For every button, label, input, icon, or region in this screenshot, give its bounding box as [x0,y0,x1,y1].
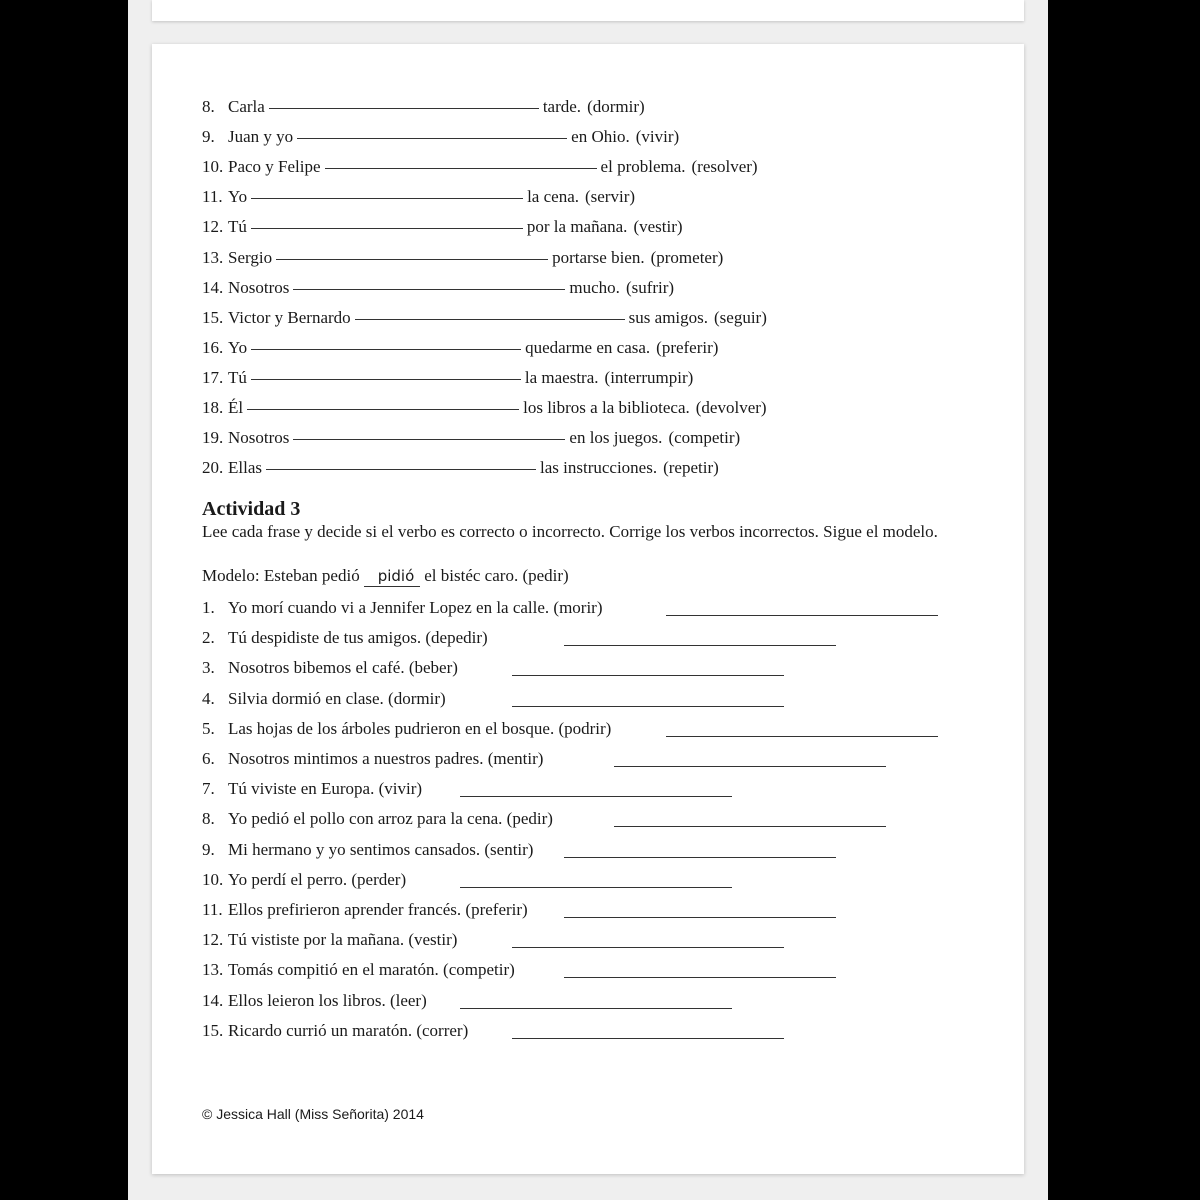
correction-item [202,840,533,860]
previous-page[interactable] [152,0,1024,21]
model-line [202,566,569,587]
correction-blank[interactable] [614,826,886,827]
correction-item [202,628,488,648]
answer-blank[interactable] [266,468,536,470]
item-subject: Tú [228,217,247,237]
correction-blank[interactable] [512,947,784,948]
item-subject: Juan y yo [228,127,294,147]
item-sentence: Yo morí cuando vi a Jennifer Lopez en la calle. (morir) [228,598,603,617]
answer-blank[interactable] [297,137,567,139]
correction-blank[interactable] [564,645,836,646]
answer-blank[interactable] [325,167,597,169]
item-number: 4. [202,688,215,708]
correction-blank[interactable] [460,796,732,797]
item-sentence: Las hojas de los árboles pudrieron en el bosque. (podrir) [228,718,612,738]
item-number: 13. [202,247,224,267]
item-number: 12. [202,217,224,237]
item-subject: Sergio [228,247,273,267]
left-letterbox [0,0,128,1200]
item-rest: portarse bien. [552,247,645,267]
correction-blank[interactable] [614,766,886,767]
fill-in-item [202,157,758,177]
fill-in-item [202,398,767,418]
item-number: 14. [202,277,224,297]
correction-blank[interactable] [512,675,784,676]
item-number: 19. [202,428,224,448]
item-rest: el problema. [600,157,686,177]
correction-blank[interactable] [564,917,836,918]
correction-item [202,598,603,618]
correction-item [202,809,553,829]
answer-blank[interactable] [251,197,523,199]
item-rest: quedarme en casa. [525,337,651,357]
item-verb-hint: (sufrir) [625,277,675,297]
item-number: 6. [202,749,215,768]
item-rest: por la mañana. [526,217,628,237]
item-verb-hint: (servir) [584,187,636,207]
correction-item [202,991,427,1011]
item-subject: Victor y Bernardo [228,307,351,327]
correction-item [202,1021,468,1041]
item-sentence: Ricardo currió un maratón. (correr) [228,1020,469,1040]
item-verb-hint: (dormir) [587,97,645,116]
item-number: 8. [202,809,215,829]
model-prefix: Modelo: Esteban pedió [202,566,360,585]
answer-blank[interactable] [276,258,548,260]
answer-blank[interactable] [355,318,625,320]
section-instructions: Lee cada frase y decide si el verbo es correcto o incorrecto. Corrige los verbos incorrectos. Sigue el modelo. [202,522,938,541]
fill-in-item [202,278,674,298]
item-subject: Él [228,398,244,417]
item-verb-hint: (prometer) [650,247,724,267]
item-sentence: Ellos prefirieron aprender francés. (preferir) [228,900,528,919]
item-sentence: Tomás compitió en el maratón. (competir) [228,960,515,980]
fill-in-item [202,458,719,478]
fill-in-item [202,127,679,147]
item-rest: mucho. [569,277,620,297]
fill-in-item [202,308,767,328]
answer-blank[interactable] [251,348,521,350]
item-sentence: Nosotros mintimos a nuestros padres. (mentir) [228,749,544,768]
item-number: 15. [202,1020,224,1040]
item-verb-hint: (seguir) [714,307,767,327]
item-sentence: Nosotros bibemos el café. (beber) [228,658,458,678]
item-sentence: Tú despidiste de tus amigos. (depedir) [228,628,488,648]
worksheet-page[interactable] [152,44,1024,1174]
item-verb-hint: (preferir) [656,337,719,357]
item-number: 2. [202,628,215,648]
item-rest: la cena. [527,187,579,207]
item-sentence: Ellos leieron los libros. (leer) [228,990,427,1010]
fill-in-item [202,187,635,207]
correction-blank[interactable] [666,615,938,616]
correction-item [202,779,422,799]
item-verb-hint: (interrumpir) [604,367,694,387]
answer-blank[interactable] [247,408,519,410]
item-sentence: Yo perdí el perro. (perder) [228,869,407,889]
item-subject: Carla [228,97,265,116]
item-number: 12. [202,930,224,950]
correction-item [202,870,406,890]
item-verb-hint: (vestir) [633,217,683,237]
item-rest: sus amigos. [628,307,709,327]
correction-blank[interactable] [512,706,784,707]
fill-in-item [202,217,683,237]
item-number: 7. [202,779,215,799]
item-sentence: Yo pedió el pollo con arroz para la cena. (pedir) [228,809,553,829]
answer-blank[interactable] [269,107,539,109]
item-number: 13. [202,960,224,980]
correction-item [202,960,515,980]
fill-in-item [202,248,723,268]
correction-item [202,689,446,709]
item-number: 18. [202,398,224,417]
fill-in-item [202,338,718,358]
item-rest: las instrucciones. [540,458,658,478]
correction-blank[interactable] [512,1038,784,1039]
item-number: 15. [202,307,224,327]
fill-in-item [202,368,693,388]
item-verb-hint: (vivir) [635,127,680,147]
correction-item [202,719,611,739]
item-rest: en Ohio. [571,127,630,147]
item-sentence: Silvia dormió en clase. (dormir) [228,688,446,708]
item-number: 5. [202,718,215,738]
section-heading: Actividad 3 [202,498,301,520]
item-number: 14. [202,990,224,1010]
item-number: 10. [202,157,224,177]
item-rest: en los juegos. [569,428,663,448]
fill-in-item [202,97,645,117]
correction-blank[interactable] [460,1008,732,1009]
item-number: 16. [202,337,224,357]
correction-item [202,749,543,769]
model-suffix: el bistéc caro. (pedir) [424,566,569,585]
item-verb-hint: (devolver) [695,398,767,417]
copyright-footer: © Jessica Hall (Miss Señorita) 2014 [202,1106,424,1122]
item-number: 9. [202,839,215,859]
item-rest: los libros a la biblioteca. [523,398,690,417]
item-verb-hint: (resolver) [691,157,758,177]
answer-blank[interactable] [293,288,565,290]
item-rest: la maestra. [524,367,599,387]
item-subject: Paco y Felipe [228,157,321,177]
item-number: 11. [202,187,223,207]
item-sentence: Tú vististe por la mañana. (vestir) [228,930,458,950]
correction-blank[interactable] [460,887,732,888]
answer-blank[interactable] [251,227,523,229]
item-number: 17. [202,367,224,387]
item-sentence: Mi hermano y yo sentimos cansados. (sentir) [228,839,534,859]
model-answer: pidió [364,566,421,587]
correction-item [202,900,528,920]
right-letterbox [1048,0,1200,1200]
item-verb-hint: (competir) [668,428,741,448]
correction-item [202,658,458,678]
item-number: 3. [202,658,215,678]
answer-blank[interactable] [293,438,565,440]
item-number: 20. [202,458,224,478]
item-rest: tarde. [542,97,582,116]
correction-blank[interactable] [564,977,836,978]
item-number: 10. [202,869,224,889]
item-number: 11. [202,900,223,919]
item-subject: Yo [228,187,248,207]
item-subject: Nosotros [228,277,290,297]
item-number: 8. [202,97,215,116]
item-subject: Nosotros [228,428,290,448]
fill-in-item [202,428,740,448]
item-subject: Tú [228,367,247,387]
item-number: 9. [202,127,215,147]
item-verb-hint: (repetir) [663,458,719,478]
item-sentence: Tú viviste en Europa. (vivir) [228,779,423,799]
item-number: 1. [202,598,215,617]
correction-blank[interactable] [564,857,836,858]
item-subject: Ellas [228,458,262,478]
answer-blank[interactable] [251,378,521,380]
correction-item [202,930,457,950]
item-subject: Yo [228,337,248,357]
correction-blank[interactable] [666,736,938,737]
